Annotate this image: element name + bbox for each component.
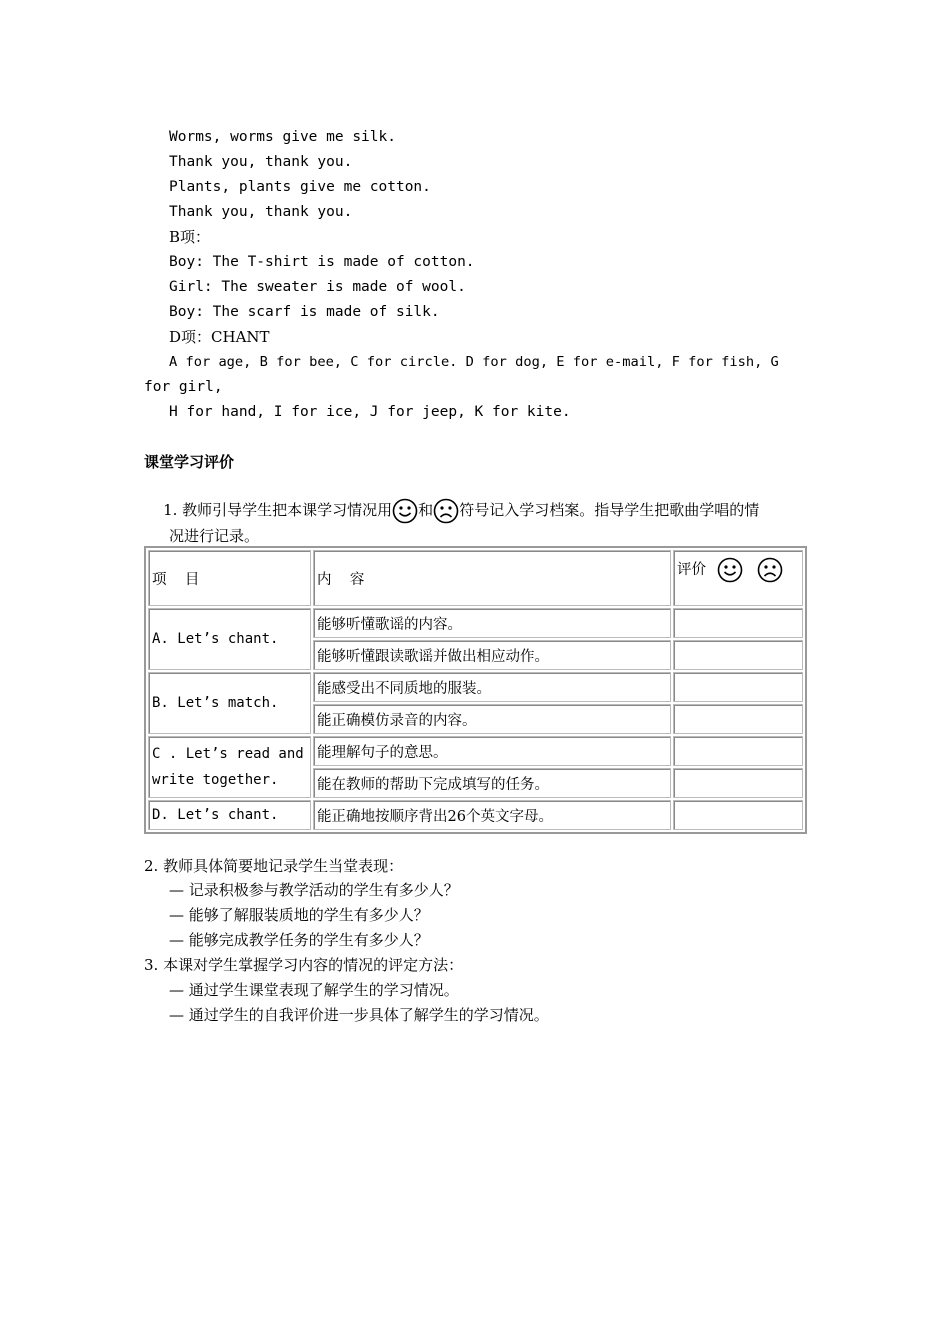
header-eval (673, 550, 803, 606)
alphabet-line-2: H for hand, I for ice, J for jeep, K for kite. (169, 404, 571, 420)
table-header-row (148, 550, 803, 606)
row-c-item (148, 736, 311, 798)
evaluation-heading: 课堂学习评价 (144, 453, 235, 471)
point-1-suffix: 符号记入学习档案。指导学生把歌曲学唱的情 (459, 501, 760, 519)
row-c-item-line-1: C . Let’s read and (152, 746, 304, 762)
chant-line-4: Thank you, thank you. (169, 204, 353, 220)
row-a-eval-1[interactable] (673, 608, 803, 638)
row-b-content-2: 能正确模仿录音的内容。 (313, 704, 671, 734)
row-c-content-1: 能理解句子的意思。 (313, 736, 671, 766)
smiley-face-icon (717, 557, 743, 583)
row-b-eval-2[interactable] (673, 704, 803, 734)
row-b-content-1: 能感受出不同质地的服装。 (313, 672, 671, 702)
smiley-face-icon (392, 498, 418, 524)
sad-face-icon (433, 498, 459, 524)
row-d-eval-1[interactable] (673, 800, 803, 830)
row-b-eval-1[interactable] (673, 672, 803, 702)
row-b-item: B. Let’s match. (148, 672, 311, 734)
row-a-content-1: 能够听懂歌谣的内容。 (313, 608, 671, 638)
table-row (148, 736, 803, 766)
header-content: 内 容 (313, 550, 671, 606)
point-2-item-2: — 能够了解服装质地的学生有多少人？ (169, 906, 429, 924)
point-1-and: 和 (418, 501, 434, 519)
dialogue-line-2: Girl: The sweater is made of wool. (169, 279, 466, 295)
point-3-item-2: — 通过学生的自我评价进一步具体了解学生的学习情况。 (169, 1006, 549, 1024)
row-a-item: A. Let’s chant. (148, 608, 311, 670)
point-1-continued: 况进行记录。 (169, 527, 260, 545)
section-d-label: D项：CHANT (169, 328, 270, 346)
table-row (148, 672, 803, 702)
point-1-prefix: 1. 教师引导学生把本课学习情况用 (163, 501, 393, 519)
point-2-item-1: — 记录积极参与教学活动的学生有多少人？ (169, 881, 459, 899)
dialogue-line-1: Boy: The T-shirt is made of cotton. (169, 254, 475, 270)
alphabet-line-1a: A for age, B for bee, C for circle. D for dog, E for e-mail, F for fish, G (169, 354, 779, 370)
dialogue-line-3: Boy: The scarf is made of silk. (169, 304, 440, 320)
section-b-label: B项： (169, 228, 211, 246)
point-2: 2. 教师具体简要地记录学生当堂表现： (144, 857, 404, 875)
row-d-content-1: 能正确地按顺序背出26个英文字母。 (313, 800, 671, 830)
table-row (148, 800, 803, 830)
row-a-eval-2[interactable] (673, 640, 803, 670)
evaluation-table (144, 546, 807, 834)
chant-line-3: Plants, plants give me cotton. (169, 179, 431, 195)
row-c-item-line-2: write together. (152, 772, 279, 788)
sad-face-icon (757, 557, 783, 583)
row-c-content-2: 能在教师的帮助下完成填写的任务。 (313, 768, 671, 798)
table-row (148, 608, 803, 638)
row-d-item: D. Let’s chant. (148, 800, 311, 830)
row-c-eval-1[interactable] (673, 736, 803, 766)
point-3: 3. 本课对学生掌握学习内容的情况的评定方法： (144, 956, 464, 974)
chant-line-1: Worms, worms give me silk. (169, 129, 396, 145)
point-3-item-1: — 通过学生课堂表现了解学生的学习情况。 (169, 981, 459, 999)
row-c-eval-2[interactable] (673, 768, 803, 798)
chant-line-2: Thank you, thank you. (169, 154, 353, 170)
alphabet-line-1b: for girl, (144, 379, 223, 395)
row-a-content-2: 能够听懂跟读歌谣并做出相应动作。 (313, 640, 671, 670)
point-2-item-3: — 能够完成教学任务的学生有多少人？ (169, 931, 429, 949)
header-eval-label: 评价 (677, 562, 706, 578)
header-item: 项 目 (148, 550, 311, 606)
